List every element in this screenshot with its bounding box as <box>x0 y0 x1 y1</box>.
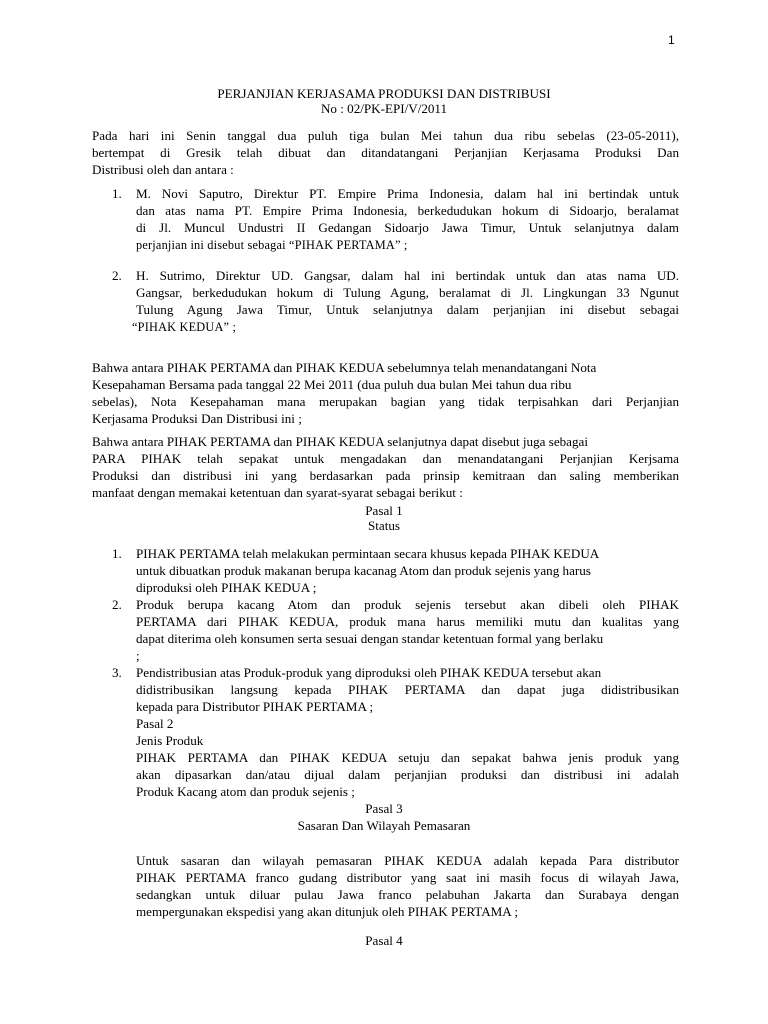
pasal-heading: Pasal 3 <box>365 801 403 816</box>
pasal-subheading: Sasaran Dan Wilayah Pemasaran <box>297 818 471 833</box>
pasal-heading: Pasal 1 <box>365 503 403 518</box>
pasal-line: sedangkan untuk diluar pulau Jawa franco pelabuhan Jakarta dan Surabaya dengan <box>136 887 679 902</box>
party-number: 1. <box>112 186 122 201</box>
intro-line: Pada hari ini Senin tanggal dua puluh tiga bulan Mei tahun dua ribu sebelas (23-05-2011), <box>92 128 679 143</box>
party-number: 2. <box>112 268 122 283</box>
pasal-subheading: Jenis Produk <box>136 733 204 748</box>
pasal-item-number: 3. <box>112 665 122 680</box>
pasal-item-line: PERTAMA dari PIHAK KEDUA, produk mana harus memiliki mutu dan kualitas yang <box>136 614 679 629</box>
pasal-line: PIHAK PERTAMA franco gudang distributor yang saat ini masih focus di wilayah Jawa, <box>136 870 679 885</box>
intro-line: bertempat di Gresik telah dibuat dan ditandatangani Perjanjian Kerjasama Produksi Dan <box>92 145 679 160</box>
pasal-item-line: kepada para Distributor PIHAK PERTAMA ; <box>136 699 374 714</box>
pasal-line: mempergunakan ekspedisi yang akan ditunjuk oleh PIHAK PERTAMA ; <box>136 904 518 919</box>
pasal-item-line: ; <box>136 648 140 663</box>
pasal-item-line: diproduksi oleh PIHAK KEDUA ; <box>136 580 317 595</box>
party-line: dan atas nama PT. Empire Prima Indonesia, berkedudukan hokum di Sidoarjo, beralamat <box>136 203 679 218</box>
pasal-line: akan dipasarkan dan/atau dijual dalam perjanjian produksi dan distribusi ini adalah <box>136 767 679 782</box>
document-number: No : 02/PK-EPI/V/2011 <box>320 101 448 116</box>
document-title: PERJANJIAN KERJASAMA PRODUKSI DAN DISTRIBUSI <box>217 86 551 101</box>
party-line: perjanjian ini disebut sebagai “PIHAK PERTAMA” ; <box>136 238 408 252</box>
pasal-heading: Pasal 4 <box>365 933 403 948</box>
paragraph-line: Bahwa antara PIHAK PERTAMA dan PIHAK KEDUA sebelumnya telah menandatangani Nota <box>92 360 597 375</box>
pasal-item-line: dapat diterima oleh konsumen serta sesuai dengan standar ketentuan formal yang berlaku <box>136 631 604 646</box>
pasal-item-line: didistribusikan langsung kepada PIHAK PERTAMA dan dapat juga didistribusikan <box>136 682 679 697</box>
pasal-item-line: untuk dibuatkan produk makanan berupa kacanag Atom dan produk sejenis yang harus <box>136 563 591 578</box>
paragraph-line: Bahwa antara PIHAK PERTAMA dan PIHAK KEDUA selanjutnya dapat disebut juga sebagai <box>92 434 588 449</box>
pasal-subheading: Status <box>367 518 400 533</box>
party-line: “PIHAK KEDUA” ; <box>132 320 237 334</box>
pasal-heading: Pasal 2 <box>136 716 174 731</box>
paragraph-line: Kerjasama Produksi Dan Distribusi ini ; <box>92 411 302 426</box>
party-line: M. Novi Saputro, Direktur PT. Empire Prima Indonesia, dalam hal ini bertindak untuk <box>136 186 679 201</box>
paragraph-line: sebelas), Nota Kesepahaman mana merupakan bagian yang tidak terpisahkan dari Perjanjian <box>92 394 679 409</box>
pasal-item-line: Pendistribusian atas Produk-produk yang diproduksi oleh PIHAK KEDUA tersebut akan <box>136 665 602 680</box>
paragraph-line: manfaat dengan memakai ketentuan dan syarat-syarat sebagai berikut : <box>92 485 463 500</box>
pasal-item-line: PIHAK PERTAMA telah melakukan permintaan secara khusus kepada PIHAK KEDUA <box>136 546 600 561</box>
pasal-item-number: 2. <box>112 597 122 612</box>
page-number: 1 <box>668 33 675 47</box>
intro-line: Distribusi oleh dan antara : <box>92 162 234 177</box>
paragraph-line: Kesepahaman Bersama pada tanggal 22 Mei 2011 (dua puluh dua bulan Mei tahun dua ribu <box>92 377 572 392</box>
pasal-item-line: Produk berupa kacang Atom dan produk sejenis tersebut akan dibeli oleh PIHAK <box>136 597 679 612</box>
paragraph-line: Produksi dan distribusi ini yang berdasarkan pada prinsip kemitraan dan saling memberikan <box>92 468 679 483</box>
party-line: Tulung Agung Jawa Timur, Untuk selanjutnya dalam perjanjian ini disebut sebagai <box>136 302 679 317</box>
party-line: Gangsar, berkedudukan hokum di Tulung Agung, beralamat di Jl. Lingkungan 33 Ngunut <box>136 285 679 300</box>
pasal-item-number: 1. <box>112 546 122 561</box>
pasal-line: Untuk sasaran dan wilayah pemasaran PIHAK KEDUA adalah kepada Para distributor <box>136 853 679 868</box>
party-line: H. Sutrimo, Direktur UD. Gangsar, dalam hal ini bertindak untuk dan atas nama UD. <box>136 268 679 283</box>
pasal-line: PIHAK PERTAMA dan PIHAK KEDUA setuju dan sepakat bahwa jenis produk yang <box>136 750 679 765</box>
pasal-line: Produk Kacang atom dan produk sejenis ; <box>136 784 355 799</box>
party-line: di Jl. Muncul Undustri II Gedangan Sidoarjo Jawa Timur, Untuk selanjutnya dalam <box>136 220 679 235</box>
paragraph-line: PARA PIHAK telah sepakat untuk mengadakan dan menandatangani Perjanjian Kerjsama <box>92 451 679 466</box>
